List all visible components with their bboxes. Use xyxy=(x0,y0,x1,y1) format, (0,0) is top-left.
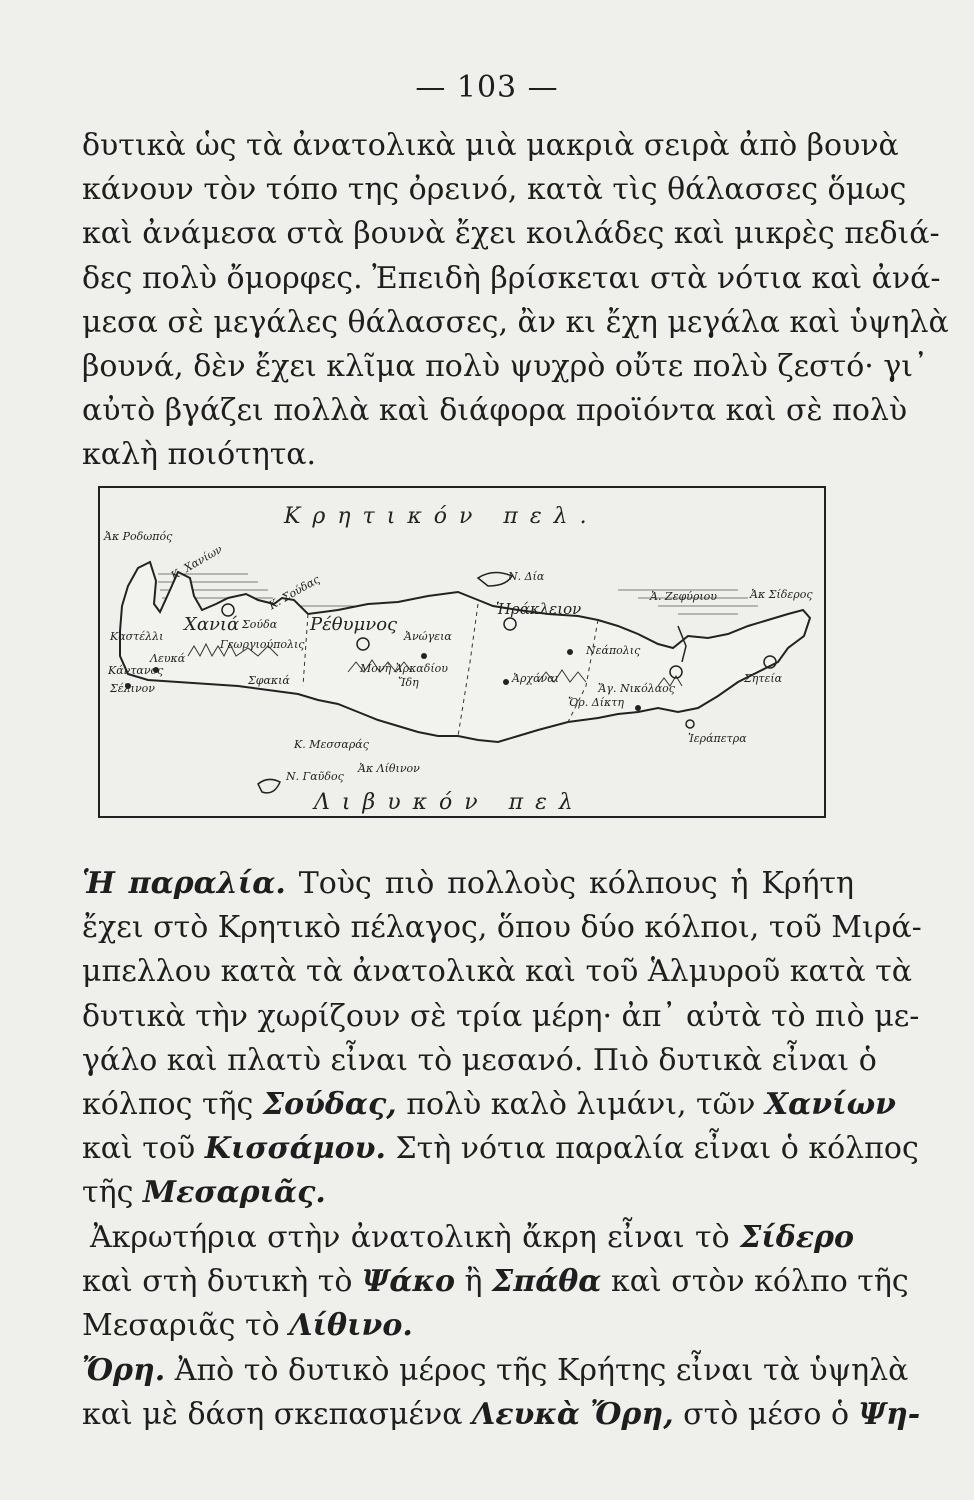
map-label: Κ. Μεσσαράς xyxy=(294,738,369,751)
text-line: αὐτὸ βγάζει πολλὰ καὶ διάφορα προϊόντα καὶ σὲ πολὺ xyxy=(82,393,908,429)
map-label: Ἅγ. Νικόλαος xyxy=(598,682,675,695)
map-label: Σφακιά xyxy=(248,674,290,687)
map-label: Ὄρ. Δίκτη xyxy=(568,696,624,709)
text-line: ἔχει στὸ Κρητικὸ πέλαγος, ὅπου δύο κόλποι, τοῦ Μιρά- xyxy=(82,910,922,946)
crete-map xyxy=(98,486,826,818)
place-name: Μεσαριᾶς. xyxy=(142,1175,326,1211)
place-name: Λευκὰ Ὄρη, xyxy=(472,1397,674,1433)
text-line: βουνά, δὲν ἔχει κλῖμα πολὺ ψυχρὸ οὔτε πολὺ ζεστό· γι᾽ xyxy=(82,348,929,384)
map-label-north-sea: Κρητικόν πελ. xyxy=(284,504,599,529)
paragraph-capes xyxy=(82,1216,909,1349)
map-label: Ν. Δία xyxy=(508,570,545,583)
text-line: τῆς Μεσαριᾶς. xyxy=(82,1175,326,1211)
map-label: Κ. Σούδας xyxy=(266,572,322,613)
map-label: Σούδα xyxy=(242,618,278,631)
text-line: κάνουν τὸν τόπο της ὀρεινό, κατὰ τὶς θάλασσες ὅμως xyxy=(82,172,907,208)
map-label: Γεωργιούπολις xyxy=(220,638,305,651)
map-label: Ἰεράπετρα xyxy=(688,732,747,745)
text-line: καὶ τοῦ Κισσάμου. Στὴ νότια παραλία εἶναι ὁ κόλπος xyxy=(82,1131,919,1167)
page-number: — 103 — xyxy=(415,70,559,105)
map-label: Ἴδη xyxy=(398,676,419,689)
paragraph-climate xyxy=(82,124,949,478)
place-name: Ψη- xyxy=(858,1397,921,1433)
map-label: Ἀκ Λίθινον xyxy=(358,762,420,775)
map-label: Ρέθυμνος xyxy=(310,614,398,635)
map-label: Μονὴ Ἀρκαδίου xyxy=(360,662,448,675)
paragraph-mountains xyxy=(82,1349,921,1437)
text-line: κόλπος τῆς Σούδας, πολὺ καλὸ λιμάνι, τῶν Χανίων xyxy=(82,1086,896,1122)
place-name: Σούδας, xyxy=(262,1086,397,1122)
place-name: Σπάθα xyxy=(492,1264,602,1300)
map-label: Ἀνώγεια xyxy=(404,630,452,643)
text-line: Μεσαριᾶς τὸ Λίθινο. xyxy=(82,1308,413,1344)
text-line: μπελλου κατὰ τὰ ἀνατολικὰ καὶ τοῦ Ἁλμυροῦ κατὰ τὰ xyxy=(82,954,913,990)
place-name: Λίθινο. xyxy=(289,1308,413,1344)
text-line: μεσα σὲ μεγάλες θάλασσες, ἂν κι ἔχη μεγάλα καὶ ὑψηλὰ xyxy=(82,304,949,340)
place-name: Κισσάμου. xyxy=(204,1131,386,1167)
text-line: Ὄρη. Ἀπὸ τὸ δυτικὸ μέρος τῆς Κρήτης εἶναι τὰ ὑψηλὰ xyxy=(82,1353,909,1388)
map-label: Κ. Χανίων xyxy=(168,542,225,583)
map-label: Ν. Γαῦδος xyxy=(286,770,344,783)
text-line: καὶ μὲ δάση σκεπασμένα Λευκὰ Ὄρη, στὸ μέσο ὁ Ψη- xyxy=(82,1397,921,1433)
map-label: Καστέλλι xyxy=(110,630,164,643)
text-line: δυτικὰ ὡς τὰ ἀνατολικὰ μιὰ μακριὰ σειρὰ ἀπὸ βουνὰ xyxy=(82,128,899,163)
paragraph-coast xyxy=(82,862,922,1216)
map-label: Νεάπολις xyxy=(586,644,641,657)
text-line: γάλο καὶ πλατὺ εἶναι τὸ μεσανό. Πιὸ δυτικὰ εἶναι ὁ xyxy=(82,1042,877,1078)
map-label: Ἀ. Ζεφύριου xyxy=(650,590,717,603)
section-heading: Ἡ παραλία. xyxy=(82,866,286,901)
text-line: Ἀκρωτήρια στὴν ἀνατολικὴ ἄκρη εἶναι τὸ Σίδερο xyxy=(90,1220,854,1255)
text-line: καὶ ἀνάμεσα στὰ βουνὰ ἔχει κοιλάδες καὶ μικρὲς πεδιά- xyxy=(82,216,940,252)
map-label: Κάντανος xyxy=(108,664,164,677)
map-label: Χανιά xyxy=(184,614,240,635)
map-label: Σητεία xyxy=(744,672,783,685)
section-heading: Ὄρη. xyxy=(82,1353,166,1388)
map-label: Λευκά xyxy=(150,652,186,665)
place-name: Σίδερο xyxy=(740,1220,854,1255)
map-label: Ἀκ Σίδερος xyxy=(750,588,813,601)
place-name: Ψάκο xyxy=(362,1264,455,1300)
text-line: καὶ στὴ δυτικὴ τὸ Ψάκο ἢ Σπάθα καὶ στὸν κόλπο τῆς xyxy=(82,1264,909,1300)
map-label: Σέλινον xyxy=(110,682,155,695)
text-line: Ἡ παραλία. Τοὺς πιὸ πολλοὺς κόλπους ἡ Κρήτη xyxy=(82,866,855,901)
place-name: Χανίων xyxy=(764,1086,896,1122)
map-label: Ἀρχάναι xyxy=(512,672,559,685)
map-label: Ἀκ Ροδωπός xyxy=(104,530,173,543)
text-line: δες πολὺ ὄμορφες. Ἐπειδὴ βρίσκεται στὰ νότια καὶ ἀνά- xyxy=(82,260,941,296)
text-line: δυτικὰ τὴν χωρίζουν σὲ τρία μέρη· ἀπ᾽ αὐτὰ τὸ πιὸ με- xyxy=(82,998,920,1034)
map-label-south-sea: Λιβυκόν πελ xyxy=(314,790,585,815)
text-line: καλὴ ποιότητα. xyxy=(82,437,317,473)
map-label: Ἡράκλειον xyxy=(496,600,582,618)
crete-map-drawing xyxy=(98,486,826,818)
